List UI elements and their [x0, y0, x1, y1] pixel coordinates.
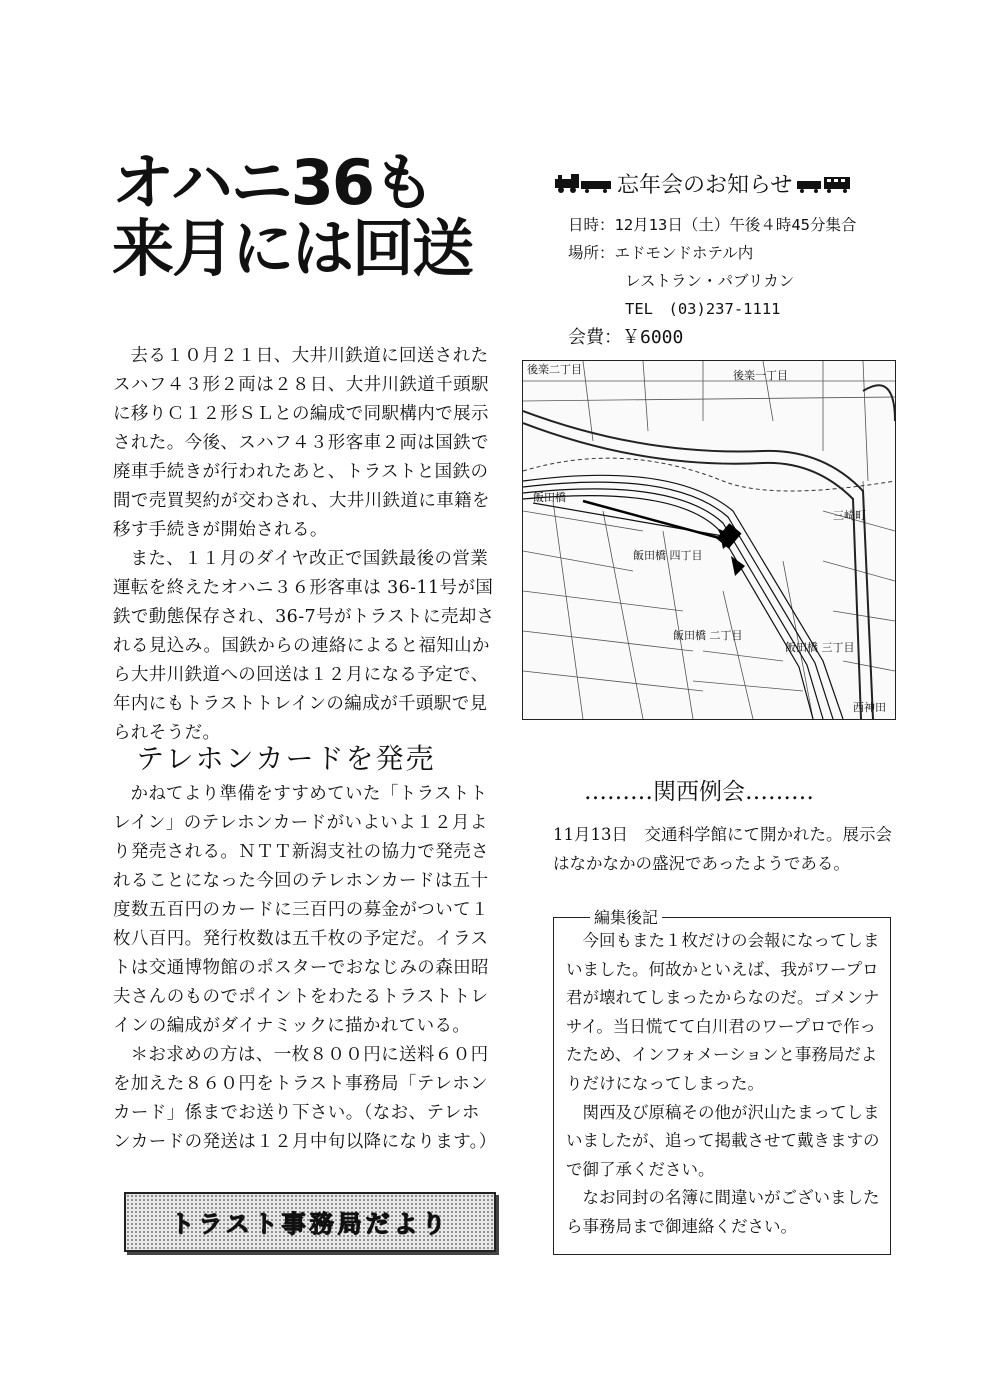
office-news-label: トラスト事務局だより: [170, 1210, 450, 1238]
party-fee: 会費：￥6000: [568, 327, 684, 348]
map-label-nishi-kanda: 西神田: [853, 701, 886, 714]
main-article: [113, 342, 495, 748]
train-cars-icon: [796, 173, 852, 195]
telephone-card-paragraph-2: ＊お求めの方は、一枚８００円に送料６０円を加えた８６０円をトラスト事務局「テレホンカード」係までお送り下さい。（なお、テレホンカードの発送は１２月中旬以降になります。）: [113, 1045, 497, 1152]
telephone-card-paragraph-1: かねてより準備をすすめていた「トラストトレイン」のテレホンカードがいよいよ１２月より発売される。ＮＴＴ新潟支社の協力で発売されることになった今回のテレホンカードは五十度数五百円のカードに三百円の募金がついて１枚八百円。発行枚数は五千枚の予定だ。イラストは交通博物館のポスターでおなじみの森田昭夫さんのものでポイントをわたるトラストトレインの編成がダイナミックに描かれている。: [113, 784, 489, 1036]
map-label-misakicho: 三崎町: [833, 509, 866, 522]
map-label-iidabashi-4: 飯田橋 四丁目: [633, 549, 703, 562]
map-drawing: [523, 361, 895, 719]
location-map: [522, 360, 896, 720]
headline-line-1: オハニ36も: [112, 146, 434, 219]
editor-note-text: [566, 927, 884, 1242]
editor-note-paragraph-2: 関西及び原稿その他が沢山たまってしまいましたが、追って掲載させて戴きますので御了承ください。: [566, 1102, 880, 1179]
office-news-banner: [124, 1192, 496, 1252]
kansai-meeting-text: 11月13日 交通科学館にて開かれた。展示会はなかなかの盛況であったようである。: [553, 825, 892, 873]
map-label-koraku-1: 後楽一丁目: [733, 369, 788, 382]
party-place: 場所：エドモンドホテル内: [568, 244, 754, 262]
main-article-paragraph-1: 去る１０月２１日、大井川鉄道に回送されたスハフ４３形２両は２８日、大井川鉄道千頭駅に移りＣ１２形ＳＬとの編成で同駅構内で展示された。今後、スハフ４３形客車２両は国鉄で廃車手続きが行われたあと、トラストと国鉄の間で売買契約が交わされ、大井川鉄道に車籍を移す手続きが開始される。: [113, 346, 490, 540]
telephone-card-article: [113, 780, 495, 1157]
map-label-koraku-2: 後楽二丁目: [527, 363, 582, 376]
editor-note-paragraph-3: なお同封の名簿に間違いがございましたら事務局まで御連絡ください。: [566, 1188, 880, 1236]
year-end-party-heading: [553, 168, 852, 199]
main-article-paragraph-2: また、１１月のダイヤ改正で国鉄最後の営業運転を終えたオハニ３６形客車は 36-11号が国鉄で動態保存され、36-7号がトラストに売却される見込み。国鉄からの連絡によると福知山から大井川鉄道への回送は１２月になる予定で、年内にもトラストトレインの編成が千頭駅で見られそうだ。: [113, 549, 495, 743]
kansai-meeting-title: ………関西例会………: [584, 779, 814, 805]
telephone-card-title: テレホンカードを発売: [136, 742, 436, 775]
headline-line-2: 来月には回送: [112, 212, 473, 285]
editor-note-label: 編集後記: [590, 905, 662, 928]
year-end-party-title: 忘年会のお知らせ: [617, 173, 793, 198]
party-tel: TEL (03)237-1111: [625, 300, 781, 318]
headline: [112, 146, 502, 285]
map-label-iidabashi: 飯田橋: [533, 491, 566, 504]
locomotive-icon: [553, 173, 613, 195]
editor-note-paragraph-1: 今回もまた１枚だけの会報になってしまいました。何故かといえば、我がワープロ君が壊れてしまったからなのだ。ゴメンナサイ。当日慌てて白川君のワープロで作ったため、インフォメーションと事務局だよりだけになってしまった。: [566, 931, 880, 1093]
map-label-iidabashi-3: 飯田橋 三丁目: [785, 641, 855, 654]
map-label-iidabashi-2: 飯田橋 二丁目: [673, 629, 743, 642]
party-place-restaurant: レストラン・パブリカン: [625, 272, 795, 290]
party-date: 日時：12月13日（土）午後４時45分集合: [568, 216, 857, 234]
